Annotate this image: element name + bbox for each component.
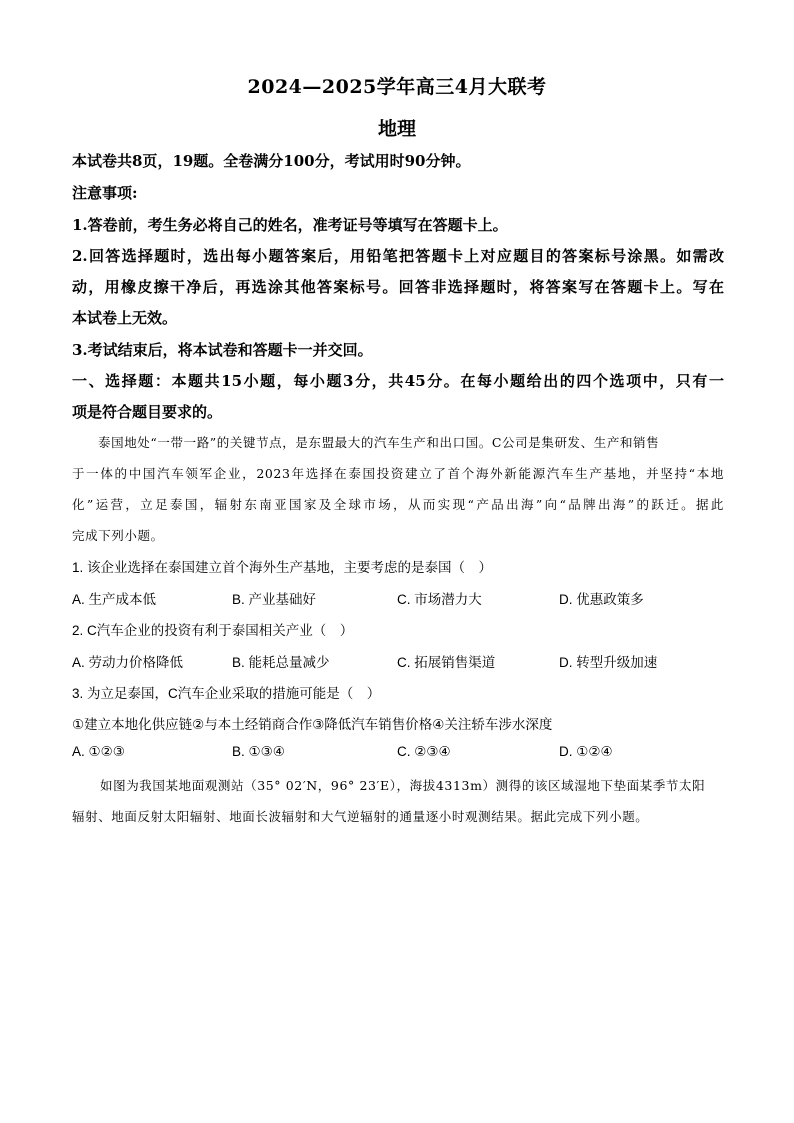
exam-title: 2024—2025学年高三4月大联考 bbox=[247, 76, 547, 98]
passage-2-line-1: 如图为我国某地面观测站（35° 02′N，96° 23′E），海拔4313m）测得的该区域湿地下垫面某季节太阳 bbox=[100, 778, 706, 793]
notice-heading: 注意事项: bbox=[72, 184, 138, 202]
question-1-option-b[interactable]: B. 产业基础好 bbox=[232, 592, 317, 607]
question-2-option-b[interactable]: B. 能耗总量减少 bbox=[232, 655, 330, 670]
question-1-stem: 1. 该企业选择在泰国建立首个海外生产基地，主要考虑的是泰国（ ） bbox=[72, 560, 493, 575]
passage-1-line-3: 化”运营，立足泰国，辐射东南亚国家及全球市场，从而实现“产品出海”向“品牌出海”的跃迁。据此 bbox=[72, 497, 724, 512]
notice-item-3: 3.考试结束后，将本试卷和答题卡一并交回。 bbox=[72, 341, 373, 359]
notice-item-1: 1.答卷前，考生务必将自己的姓名，准考证号等填写在答题卡上。 bbox=[72, 216, 508, 234]
section-heading-line-1: 一、选择题：本题共15小题，每小题3分，共45分。在每小题给出的四个选项中，只有一 bbox=[72, 372, 724, 390]
question-2-stem: 2. C汽车企业的投资有利于泰国相关产业（ ） bbox=[72, 623, 354, 638]
section-heading-line-2: 项是符合题目要求的。 bbox=[72, 403, 223, 421]
question-2-option-a[interactable]: A. 劳动力价格降低 bbox=[72, 655, 184, 670]
passage-2-line-2: 辐射、地面反射太阳辐射、地面长波辐射和大气逆辐射的通量逐小时观测结果。据此完成下列小题。 bbox=[72, 809, 649, 824]
notice-item-2-line-3: 本试卷上无效。 bbox=[72, 309, 178, 327]
question-3-option-d[interactable]: D. ①②④ bbox=[559, 744, 613, 759]
notice-item-2-line-2: 动，用橡皮擦干净后，再选涂其他答案标号。回答非选择题时，将答案写在答题卡上。写在 bbox=[72, 278, 724, 296]
passage-1-line-4: 完成下列小题。 bbox=[72, 528, 164, 543]
question-1-option-d[interactable]: D. 优惠政策多 bbox=[559, 592, 644, 607]
subject-title: 地理 bbox=[377, 118, 416, 140]
question-3-option-a[interactable]: A. ①②③ bbox=[72, 744, 125, 759]
question-1-option-a[interactable]: A. 生产成本低 bbox=[72, 592, 157, 607]
question-3-option-c[interactable]: C. ②③④ bbox=[397, 744, 451, 759]
notice-item-2-line-1: 2.回答选择题时，选出每小题答案后，用铅笔把答题卡上对应题目的答案标号涂黑。如需改 bbox=[72, 247, 724, 265]
passage-1-line-2: 于一体的中国汽车领军企业，2023年选择在泰国投资建立了首个海外新能源汽车生产基地，并坚持“本地 bbox=[72, 466, 724, 481]
question-2-option-c[interactable]: C. 拓展销售渠道 bbox=[397, 655, 496, 670]
passage-1-line-1: 泰国地处“一带一路”的关键节点，是东盟最大的汽车生产和出口国。C公司是集研发、生产和销售 bbox=[98, 435, 660, 450]
question-3-stem: 3. 为立足泰国，C汽车企业采取的措施可能是（ ） bbox=[72, 686, 381, 701]
question-3-option-b[interactable]: B. ①③④ bbox=[232, 744, 285, 759]
question-2-option-d[interactable]: D. 转型升级加速 bbox=[559, 655, 658, 670]
question-1-option-c[interactable]: C. 市场潜力大 bbox=[397, 592, 482, 607]
question-3-statements: ①建立本地化供应链②与本土经销商合作③降低汽车销售价格④关注轿车涉水深度 bbox=[72, 717, 553, 732]
exam-info: 本试卷共8页，19题。全卷满分100分，考试用时90分钟。 bbox=[72, 152, 471, 170]
